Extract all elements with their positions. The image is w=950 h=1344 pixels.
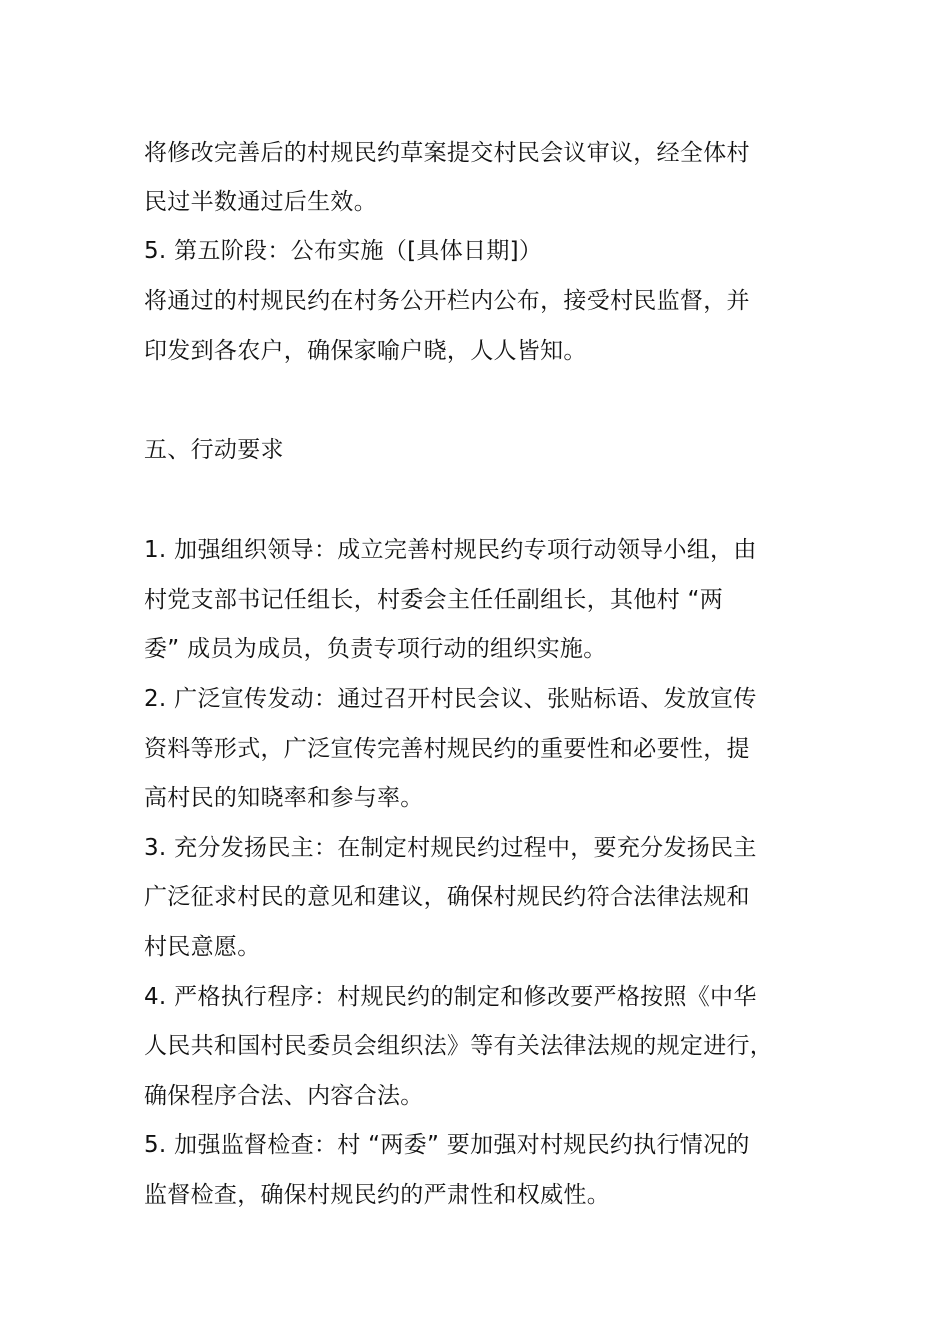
paragraph-line: 将通过的村规民约在村务公开栏内公布，接受村民监督，并 <box>144 288 750 314</box>
list-item-heading: 5. 第五阶段：公布实施（[具体日期]） <box>144 238 543 264</box>
paragraph-line: 监督检查，确保村规民约的严肃性和权威性。 <box>144 1182 610 1208</box>
list-item: 5. 加强监督检查：村 “两委” 要加强对村规民约执行情况的 <box>144 1132 750 1158</box>
paragraph-line: 广泛征求村民的意见和建议，确保村规民约符合法律法规和 <box>144 884 750 910</box>
paragraph-line: 村民意愿。 <box>144 934 261 960</box>
paragraph-line: 资料等形式，广泛宣传完善村规民约的重要性和必要性，提 <box>144 736 750 762</box>
paragraph-line: 村党支部书记任组长，村委会主任任副组长，其他村 “两 <box>144 587 724 613</box>
paragraph-line: 将修改完善后的村规民约草案提交村民会议审议，经全体村 <box>144 140 750 166</box>
paragraph-line: 委” 成员为成员，负责专项行动的组织实施。 <box>144 636 607 662</box>
paragraph-line: 印发到各农户，确保家喻户晓，人人皆知。 <box>144 338 587 364</box>
paragraph-line: 民过半数通过后生效。 <box>144 189 377 215</box>
list-item: 1. 加强组织领导：成立完善村规民约专项行动领导小组，由 <box>144 537 757 563</box>
list-item: 4. 严格执行程序：村规民约的制定和修改要严格按照《中华 <box>144 984 757 1010</box>
list-item: 2. 广泛宣传发动：通过召开村民会议、张贴标语、发放宣传 <box>144 686 757 712</box>
section-heading: 五、行动要求 <box>144 437 284 463</box>
paragraph-line: 人民共和国村民委员会组织法》等有关法律法规的规定进行， <box>144 1033 774 1059</box>
paragraph-line: 高村民的知晓率和参与率。 <box>144 785 424 811</box>
list-item: 3. 充分发扬民主：在制定村规民约过程中，要充分发扬民主 <box>144 835 757 861</box>
paragraph-line: 确保程序合法、内容合法。 <box>144 1083 424 1109</box>
